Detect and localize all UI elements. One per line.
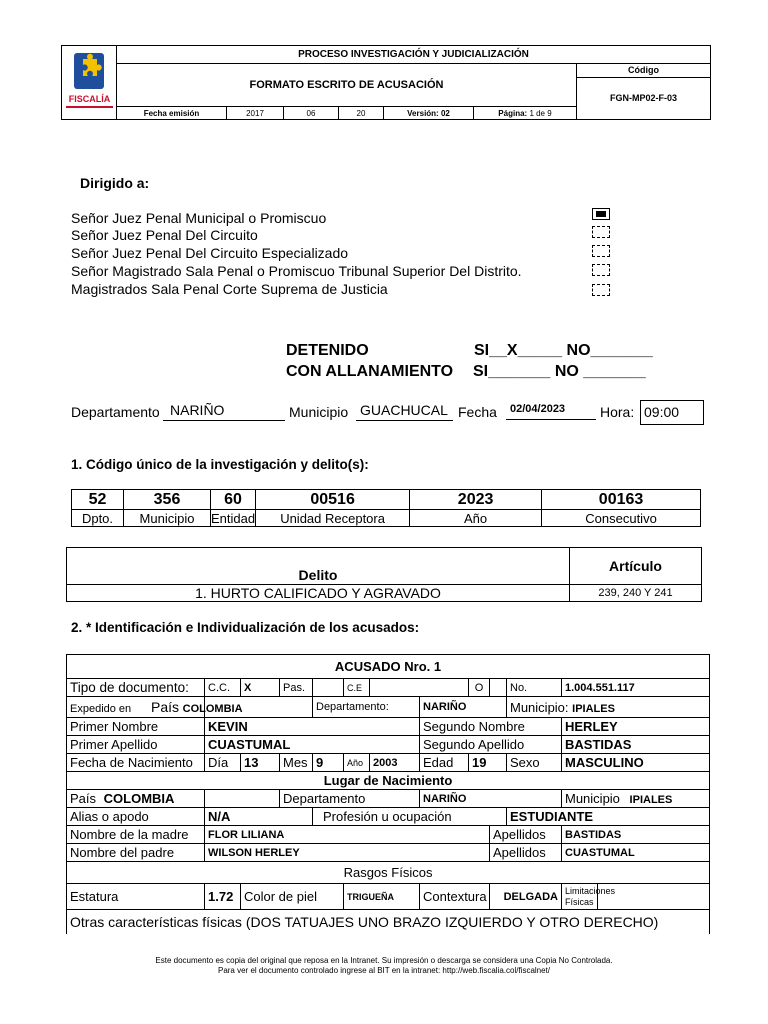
pas-value bbox=[313, 679, 344, 697]
father-surname: CUASTUMAL bbox=[562, 844, 710, 862]
birthplace-title: Lugar de Nacimiento bbox=[67, 772, 710, 790]
birth-year: 2003 bbox=[370, 754, 420, 772]
alias-label: Alias o apodo bbox=[67, 808, 205, 826]
page-label: Página: bbox=[498, 109, 528, 118]
bp-mun: IPIALES bbox=[629, 794, 673, 806]
search-label: CON ALLANAMIENTO bbox=[286, 363, 454, 380]
month-label: Mes bbox=[280, 754, 313, 772]
form-title: FORMATO ESCRITO DE ACUSACIÓN bbox=[117, 64, 577, 107]
birth-day: 13 bbox=[241, 754, 280, 772]
issued-country: COLOMBIA bbox=[182, 703, 243, 715]
code-label-cell: Entidad bbox=[211, 510, 256, 526]
code-label-cell: Dpto. bbox=[72, 510, 124, 527]
issued-mun-cell bbox=[507, 697, 710, 718]
second-surname: BASTIDAS bbox=[562, 736, 710, 754]
dept-field[interactable]: NARIÑO bbox=[163, 402, 285, 421]
birth-label: Fecha de Nacimiento bbox=[67, 754, 205, 772]
first-name-label: Primer Nombre bbox=[67, 718, 205, 736]
code-value-cell: 00163 bbox=[542, 490, 701, 510]
delito-header: Delito bbox=[67, 548, 570, 585]
mother-surname: BASTIDAS bbox=[562, 826, 710, 844]
addressee-checkbox[interactable] bbox=[592, 284, 610, 296]
cc-label: C.C. bbox=[205, 679, 241, 697]
detained-value: SI__X_____ NO_______ bbox=[474, 342, 653, 359]
detained-label: DETENIDO bbox=[286, 342, 369, 359]
mun-label: Municipio bbox=[289, 404, 349, 420]
bp-mun-label: Municipio bbox=[565, 791, 620, 806]
addressee-checkbox-checked[interactable] bbox=[592, 208, 610, 220]
first-name: KEVIN bbox=[205, 718, 420, 736]
code-value-cell: 52 bbox=[72, 490, 124, 510]
second-name-label: Segundo Nombre bbox=[420, 718, 562, 736]
pas-label: Pas. bbox=[280, 679, 313, 697]
o-value bbox=[490, 679, 507, 697]
addressee-title: Dirigido a: bbox=[80, 175, 150, 191]
articulo-value: 239, 240 Y 241 bbox=[570, 585, 702, 602]
bp-country: COLOMBIA bbox=[103, 791, 175, 806]
accused-table bbox=[66, 654, 710, 934]
cc-mark: X bbox=[241, 679, 280, 697]
code-label-cell: Año bbox=[410, 510, 542, 527]
birth-month: 9 bbox=[313, 754, 344, 772]
limitations-label: Limitaciones Físicas bbox=[562, 884, 598, 910]
bp-dept: NARIÑO bbox=[420, 790, 562, 808]
addressee-checkbox[interactable] bbox=[592, 226, 610, 238]
addressee-option-label: Señor Magistrado Sala Penal o Promiscuo Tribunal Superior Del Distrito. bbox=[71, 263, 522, 279]
o-label: O bbox=[469, 679, 490, 697]
emission-day: 20 bbox=[339, 107, 384, 120]
puzzle-logo-icon bbox=[62, 46, 117, 119]
issued-mun-label: Municipio: bbox=[510, 699, 569, 715]
bp-mun-cell bbox=[562, 790, 710, 808]
accused-title: ACUSADO Nro. 1 bbox=[67, 655, 710, 679]
code-value-cell: 356 bbox=[124, 490, 211, 510]
code-value-cell: 60 bbox=[211, 490, 256, 510]
document-header bbox=[61, 45, 711, 120]
footer-line2: Para ver el documento controlado ingrese al BIT en la intranet: http://web.fiscalia.col/fiscalnet/ bbox=[217, 966, 551, 975]
height-label: Estatura bbox=[70, 889, 119, 904]
addressee-option-label: Señor Juez Penal Del Circuito Especializado bbox=[71, 245, 349, 261]
time-label: Hora: bbox=[600, 404, 635, 420]
first-surname: CUASTUMAL bbox=[205, 736, 420, 754]
org-name: FISCALÍA bbox=[68, 94, 111, 104]
emission-label: Fecha emisión bbox=[117, 107, 227, 120]
code-label: Código bbox=[577, 64, 710, 78]
country-label: País bbox=[151, 699, 180, 715]
skin-label: Color de piel bbox=[241, 884, 344, 910]
issued-mun: IPIALES bbox=[572, 702, 615, 715]
ce-value bbox=[370, 679, 469, 697]
code-label-cell: Unidad Receptora bbox=[256, 510, 410, 527]
page-info bbox=[474, 107, 577, 120]
height-cell bbox=[67, 884, 205, 910]
code-label-cell: Consecutivo bbox=[542, 510, 701, 527]
build-label: Contextura bbox=[420, 884, 490, 910]
code-value-cell: 2023 bbox=[410, 490, 542, 510]
page-value: 1 de 9 bbox=[529, 109, 552, 118]
second-name: HERLEY bbox=[562, 718, 710, 736]
mun-field[interactable]: GUACHUCAL bbox=[356, 402, 453, 421]
footer-line1: Este documento es copia del original que reposa en la Intranet. Su impresión o descarga se considera una Copia No Controlada. bbox=[155, 956, 613, 965]
age: 19 bbox=[469, 754, 507, 772]
time-field[interactable]: 09:00 bbox=[640, 400, 704, 425]
case-code-table bbox=[71, 489, 701, 527]
delito-value: 1. HURTO CALIFICADO Y AGRAVADO bbox=[67, 585, 570, 602]
ce-label: C.E bbox=[344, 679, 370, 697]
height: 1.72 bbox=[205, 884, 241, 910]
alias: N/A bbox=[205, 808, 313, 826]
date-field[interactable]: 02/04/2023 bbox=[506, 403, 596, 420]
issued-dept-label: Departamento: bbox=[313, 697, 420, 718]
build: DELGADA bbox=[490, 884, 562, 910]
physical-title: Rasgos Físicos bbox=[67, 862, 710, 884]
father: WILSON HERLEY bbox=[205, 844, 490, 862]
skin: TRIGUEÑA bbox=[344, 884, 420, 910]
doc-type-label: Tipo de documento: bbox=[67, 679, 205, 697]
code-value: FGN-MP02-F-03 bbox=[609, 93, 677, 103]
addressee-option-label: Señor Juez Penal Del Circuito bbox=[71, 227, 258, 243]
addressee-checkbox[interactable] bbox=[592, 264, 610, 276]
code-label-cell: Municipio bbox=[124, 510, 211, 527]
father-surnames-label: Apellidos bbox=[490, 844, 562, 862]
sex: MASCULINO bbox=[562, 754, 710, 772]
search-value: SI_______ NO _______ bbox=[473, 363, 646, 380]
mother-surnames-label: Apellidos bbox=[490, 826, 562, 844]
bp-dept-label: Departamento bbox=[280, 790, 420, 808]
mother: FLOR LILIANA bbox=[205, 826, 490, 844]
fiscalia-logo bbox=[62, 46, 117, 119]
section1-title: 1. Código único de la investigación y delito(s): bbox=[71, 457, 369, 472]
bp-country-label: País bbox=[70, 791, 97, 806]
doc-number: 1.004.551.117 bbox=[562, 679, 710, 697]
profession-label: Profesión u ocupación bbox=[313, 808, 507, 826]
addressee-option-label: Señor Juez Penal Municipal o Promiscuo bbox=[71, 210, 327, 226]
second-surname-label: Segundo Apellido bbox=[420, 736, 562, 754]
year-label: Año bbox=[344, 754, 370, 772]
addressee-checkbox[interactable] bbox=[592, 245, 610, 257]
version: Versión: 02 bbox=[384, 107, 474, 120]
no-label: No. bbox=[507, 679, 562, 697]
emission-year: 2017 bbox=[227, 107, 284, 120]
mother-label: Nombre de la madre bbox=[67, 826, 205, 844]
dept-label: Departamento bbox=[71, 404, 160, 420]
articulo-header: Artículo bbox=[570, 548, 702, 585]
sex-label: Sexo bbox=[507, 754, 562, 772]
check-fill-icon bbox=[596, 211, 606, 217]
issued-label: Expedido en bbox=[70, 702, 132, 715]
code-value-cell: 00516 bbox=[256, 490, 410, 510]
date-label: Fecha bbox=[458, 404, 497, 420]
bp-country-cell bbox=[67, 790, 205, 808]
other-features: Otras características físicas (DOS TATUAJES UNO BRAZO IZQUIERDO Y OTRO DERECHO) bbox=[67, 910, 710, 934]
emission-month: 06 bbox=[284, 107, 339, 120]
issued-country-cell bbox=[151, 697, 313, 718]
emission-row bbox=[117, 107, 577, 120]
father-label: Nombre del padre bbox=[67, 844, 205, 862]
section2-title: 2. * Identificación e Individualización de los acusados: bbox=[71, 620, 420, 635]
issued-dept: NARIÑO bbox=[420, 697, 507, 718]
addressee-option-label: Magistrados Sala Penal Corte Suprema de Justicia bbox=[71, 281, 388, 297]
process-title: PROCESO INVESTIGACIÓN Y JUDICIALIZACIÓN bbox=[117, 46, 710, 64]
day-label: Día bbox=[205, 754, 241, 772]
profession: ESTUDIANTE bbox=[507, 808, 710, 826]
first-surname-label: Primer Apellido bbox=[67, 736, 205, 754]
crime-table bbox=[66, 547, 702, 602]
age-label: Edad bbox=[420, 754, 469, 772]
bp-spacer bbox=[205, 790, 280, 808]
